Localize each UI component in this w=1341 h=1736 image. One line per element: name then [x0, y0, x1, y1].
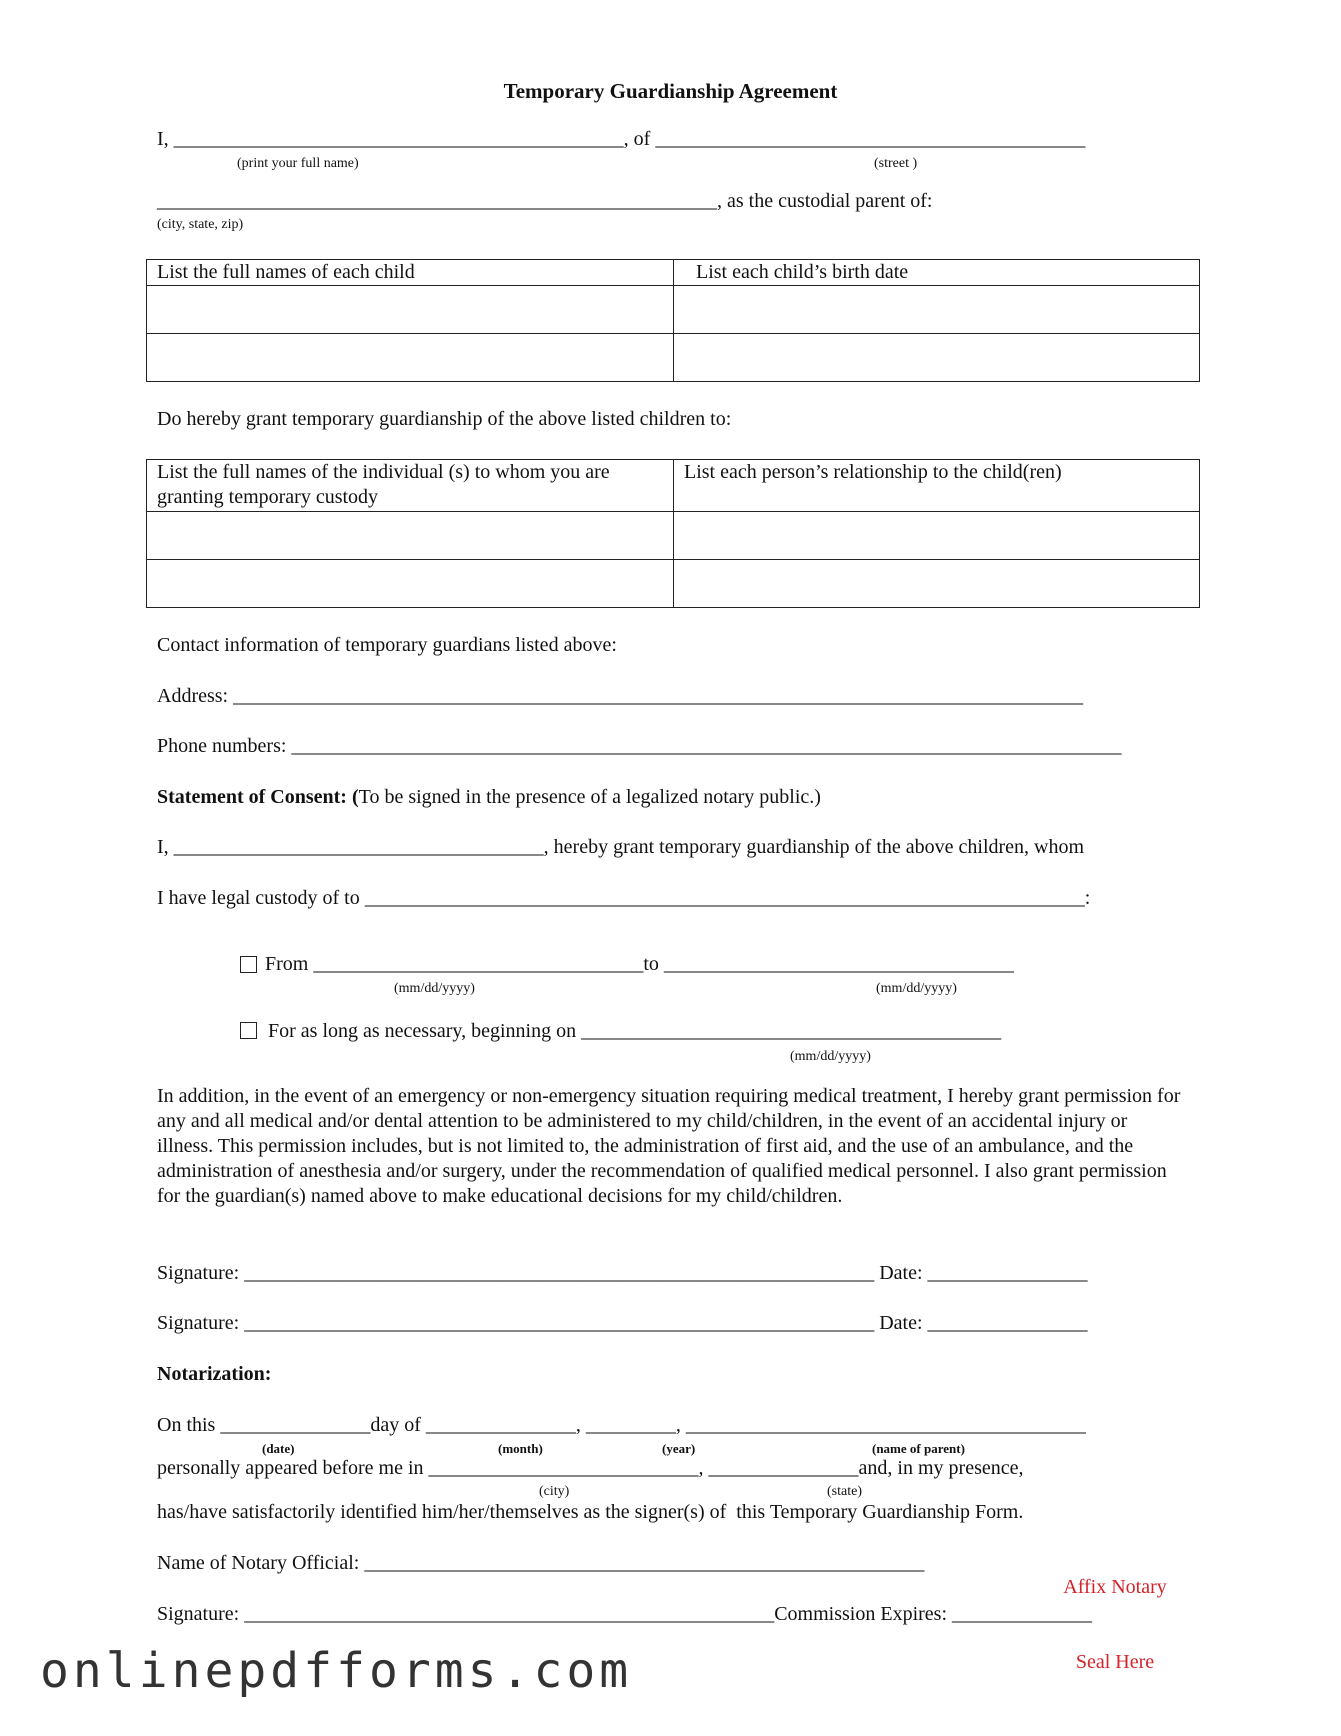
parent-name-caption: (print your full name): [237, 156, 359, 171]
notary-signature-label: Signature:: [157, 1603, 245, 1625]
commission-label: Commission Expires:: [774, 1603, 953, 1625]
necessary-label: For as long as necessary, beginning on: [268, 1020, 582, 1042]
consent-name-field[interactable]: _____________________________________: [173, 836, 544, 858]
to-date-caption: (mm/dd/yyyy): [876, 981, 957, 996]
city-line: [157, 190, 933, 213]
date-label: Date:: [879, 1262, 928, 1284]
signature-label: Signature:: [157, 1262, 245, 1284]
guardian-relationship-cell[interactable]: [674, 560, 1200, 608]
signature-line-2: [157, 1312, 1088, 1335]
state-caption: (state): [827, 1484, 862, 1499]
beginning-date-caption: (mm/dd/yyyy): [790, 1049, 871, 1064]
city-caption: (city): [539, 1484, 570, 1499]
notary-official-line: [157, 1552, 924, 1575]
notary-official-label: Name of Notary Official:: [157, 1552, 365, 1574]
date-label: Date:: [879, 1312, 928, 1334]
street-field[interactable]: ___________________________________________: [655, 128, 1086, 150]
from-date-field[interactable]: _________________________________: [313, 953, 644, 975]
notary-line-2: [157, 1457, 1024, 1480]
consent-heading-note: To be signed in the presence of a legalized notary public.): [358, 786, 821, 808]
child-name-header: List the full names of each child: [147, 260, 674, 286]
city-caption: (city, state, zip): [157, 217, 244, 232]
of-text: , of: [623, 128, 656, 150]
necessary-checkbox[interactable]: [240, 1022, 257, 1039]
appeared-text: personally appeared before me in: [157, 1457, 429, 1479]
to-label: to: [643, 953, 664, 975]
city-state-zip-field[interactable]: ________________________________________________________: [157, 190, 717, 212]
from-label: From: [265, 953, 314, 975]
presence-text: and, in my presence,: [858, 1457, 1024, 1479]
beginning-date-field[interactable]: __________________________________________: [581, 1020, 1002, 1042]
parent-name-field[interactable]: _____________________________________________: [173, 128, 624, 150]
signature-field[interactable]: _______________________________________________________________: [244, 1262, 875, 1284]
site-watermark: onlinepdfforms.com: [40, 1643, 633, 1699]
phone-label: Phone numbers:: [157, 735, 292, 757]
table-row: [147, 334, 1200, 382]
commission-field[interactable]: ______________: [952, 1603, 1093, 1625]
legal-custody-field[interactable]: ________________________________________________________________________: [364, 887, 1085, 909]
parent-name-line: [157, 128, 1085, 151]
necessary-line: [268, 1020, 1001, 1043]
consent-prefix: I,: [157, 836, 174, 858]
comma: ,: [675, 1414, 686, 1436]
guardians-table: [146, 459, 1200, 608]
notarization-heading: Notarization:: [157, 1363, 272, 1385]
notary-signature-field[interactable]: _____________________________________________________: [244, 1603, 775, 1625]
notary-official-field[interactable]: ________________________________________________________: [364, 1552, 925, 1574]
table-row: [147, 286, 1200, 334]
street-caption: (street ): [874, 156, 918, 171]
consent-heading: [157, 786, 821, 809]
child-name-cell[interactable]: [147, 334, 674, 382]
seal-text-line-1: Affix Notary: [1063, 1576, 1167, 1598]
from-to-line: [265, 953, 1014, 976]
table-header-row: [147, 460, 1200, 512]
date-field[interactable]: ________________: [927, 1262, 1088, 1284]
child-birthdate-cell[interactable]: [674, 286, 1200, 334]
signature-label: Signature:: [157, 1312, 245, 1334]
notary-date-field[interactable]: _______________: [220, 1414, 371, 1436]
address-field[interactable]: _____________________________________________________________________________________: [233, 685, 1084, 707]
from-date-caption: (mm/dd/yyyy): [394, 981, 475, 996]
date-field[interactable]: ________________: [927, 1312, 1088, 1334]
legal-custody-text: I have legal custody of to: [157, 887, 365, 909]
signature-line-1: [157, 1262, 1088, 1285]
notary-state-field[interactable]: _______________: [708, 1457, 859, 1479]
consent-line-2: [157, 887, 1090, 910]
date-caption: (date): [262, 1441, 295, 1456]
comma: ,: [575, 1414, 586, 1436]
on-this-text: On this: [157, 1414, 221, 1436]
address-label: Address:: [157, 685, 234, 707]
consent-heading-bold: Statement of Consent: (: [157, 786, 359, 808]
medical-consent-paragraph: In addition, in the event of an emergency or non-emergency situation requiring medical treatment, I hereby grant permission for any and all medical and/or dental attention to be administered to my child/children, in the event of an accidental injury or illness. This permission includes, but is not limited to, the administration of first aid, and the use of an ambulance, and the administration of anesthesia and/or surgery, under the recommendation of qualified medical personnel. I also grant permission for the guardian(s) named above to make educational decisions for my child/children.: [157, 1085, 1181, 1207]
colon: :: [1084, 887, 1091, 909]
guardian-relationship-header: List each person’s relationship to the child(ren): [674, 460, 1200, 512]
custodial-parent-text: , as the custodial parent of:: [717, 190, 933, 212]
consent-line-1: [157, 836, 1084, 859]
phone-line: [157, 735, 1121, 758]
signature-field[interactable]: _______________________________________________________________: [244, 1312, 875, 1334]
identified-text: has/have satisfactorily identified him/her/themselves as the signer(s) of this Temporary Guardianship Form.: [157, 1501, 1024, 1523]
child-birthdate-cell[interactable]: [674, 334, 1200, 382]
contact-heading: Contact information of temporary guardians listed above:: [157, 634, 617, 656]
table-row: [147, 512, 1200, 560]
child-name-cell[interactable]: [147, 286, 674, 334]
guardian-name-cell[interactable]: [147, 512, 674, 560]
table-header-row: [147, 260, 1200, 286]
seal-text-line-2: Seal Here: [1075, 1651, 1155, 1673]
consent-grant-text: , hereby grant temporary guardianship of the above children, whom: [543, 836, 1085, 858]
children-table: [146, 259, 1200, 382]
notary-city-field[interactable]: ___________________________: [428, 1457, 699, 1479]
notary-signature-line: [157, 1603, 1092, 1626]
comma: ,: [698, 1457, 709, 1479]
from-to-checkbox[interactable]: [240, 956, 257, 973]
address-line: [157, 685, 1083, 708]
child-birthdate-header: List each child’s birth date: [674, 260, 1200, 286]
grant-text: Do hereby grant temporary guardianship of the above listed children to:: [157, 408, 732, 430]
guardian-relationship-cell[interactable]: [674, 512, 1200, 560]
notary-year-field[interactable]: _________: [585, 1414, 676, 1436]
month-caption: (month): [498, 1441, 543, 1456]
notary-month-field[interactable]: _______________: [425, 1414, 576, 1436]
to-date-field[interactable]: ___________________________________: [663, 953, 1014, 975]
day-of-text: day of: [370, 1414, 426, 1436]
guardian-name-header: List the full names of the individual (s) to whom you are granting temporary custody: [147, 460, 674, 512]
year-caption: (year): [662, 1441, 696, 1456]
parent-prefix: I,: [157, 128, 174, 150]
parent-name-field[interactable]: ________________________________________: [685, 1414, 1086, 1436]
phone-field[interactable]: ___________________________________________________________________________________: [291, 735, 1122, 757]
guardian-name-cell[interactable]: [147, 560, 674, 608]
notary-line-1: [157, 1414, 1086, 1437]
page-title: Temporary Guardianship Agreement: [503, 79, 838, 103]
parent-caption: (name of parent): [872, 1441, 965, 1456]
table-row: [147, 560, 1200, 608]
